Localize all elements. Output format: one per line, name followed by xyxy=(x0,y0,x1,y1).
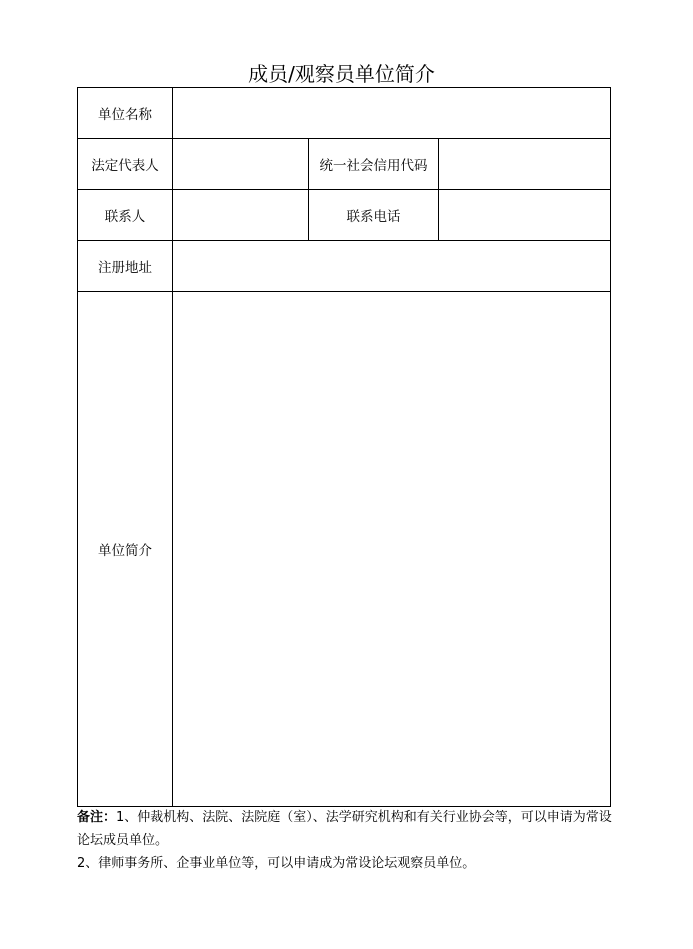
row-unit-name xyxy=(78,88,611,139)
row-contact xyxy=(78,190,611,241)
page-title: 成员/观察员单位简介 xyxy=(248,62,435,86)
phone-label: 联系电话 xyxy=(309,190,439,241)
contact-field[interactable] xyxy=(173,190,309,241)
member-intro-form xyxy=(77,87,611,807)
credit-code-field[interactable] xyxy=(439,139,611,190)
contact-label: 联系人 xyxy=(78,190,173,241)
phone-field[interactable] xyxy=(439,190,611,241)
note-1-text: 1、仲裁机构、法院、法院庭（室）、法学研究机构和有关行业协会等，可以申请为常设论坛成员单位。 xyxy=(77,810,612,848)
intro-field[interactable] xyxy=(173,292,611,807)
legal-rep-field[interactable] xyxy=(173,139,309,190)
note-2: 2、律师事务所、企事业单位等，可以申请成为常设论坛观察员单位。 xyxy=(77,856,476,871)
credit-code-label: 统一社会信用代码 xyxy=(309,139,439,190)
row-intro xyxy=(78,292,611,807)
row-address xyxy=(78,241,611,292)
legal-rep-label: 法定代表人 xyxy=(78,139,173,190)
notes-section xyxy=(77,806,617,875)
address-label: 注册地址 xyxy=(78,241,173,292)
address-field[interactable] xyxy=(173,241,611,292)
row-legal-rep xyxy=(78,139,611,190)
unit-name-field[interactable] xyxy=(173,88,611,139)
note-1 xyxy=(77,806,617,852)
unit-name-label: 单位名称 xyxy=(78,88,173,139)
intro-label: 单位简介 xyxy=(78,292,173,807)
notes-prefix: 备注： xyxy=(77,810,117,825)
